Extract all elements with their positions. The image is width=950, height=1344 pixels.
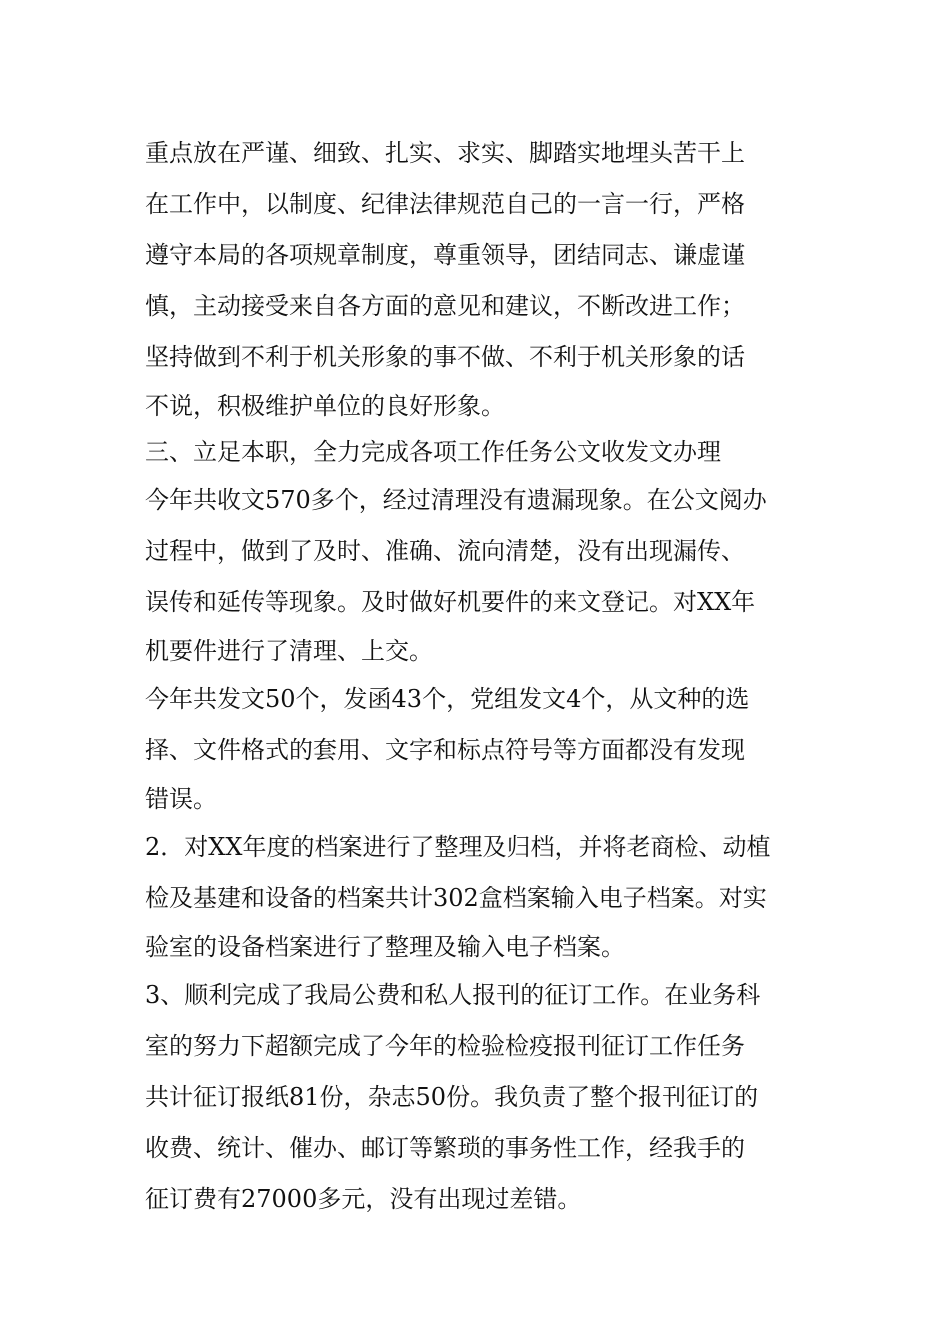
text-line: 择、文件格式的套用、文字和标点符号等方面都没有发现	[145, 736, 745, 764]
text-line: 验室的设备档案进行了整理及输入电子档案。	[145, 933, 625, 961]
text-line: 室的努力下超额完成了今年的检验检疫报刊征订工作任务	[145, 1032, 745, 1060]
text-line: 3、顺利完成了我局公费和私人报刊的征订工作。在业务科	[145, 981, 761, 1009]
text-line: 今年共发文50个，发函43个，党组发文4个，从文种的选	[145, 685, 750, 713]
text-line: 机要件进行了清理、上交。	[145, 637, 433, 665]
text-line: 检及基建和设备的档案共计302盒档案输入电子档案。对实	[145, 884, 767, 912]
text-line: 错误。	[145, 785, 217, 813]
text-line: 重点放在严谨、细致、扎实、求实、脚踏实地埋头苦干上	[145, 139, 745, 167]
text-line: 遵守本局的各项规章制度，尊重领导，团结同志、谦虚谨	[145, 241, 745, 269]
text-line: 2．对XX年度的档案进行了整理及归档，并将老商检、动植	[145, 833, 771, 861]
text-line: 误传和延传等现象。及时做好机要件的来文登记。对XX年	[145, 588, 756, 616]
text-line: 慎，主动接受来自各方面的意见和建议，不断改进工作；	[145, 292, 745, 320]
text-line: 共计征订报纸81份，杂志50份。我负责了整个报刊征订的	[145, 1083, 759, 1111]
text-line: 过程中，做到了及时、准确、流向清楚，没有出现漏传、	[145, 537, 745, 565]
text-line: 不说，积极维护单位的良好形象。	[145, 392, 505, 420]
text-line: 坚持做到不利于机关形象的事不做、不利于机关形象的话	[145, 343, 745, 371]
text-line: 收费、统计、催办、邮订等繁琐的事务性工作，经我手的	[145, 1134, 745, 1162]
text-line: 今年共收文570多个，经过清理没有遗漏现象。在公文阅办	[145, 486, 767, 514]
text-line: 在工作中，以制度、纪律法律规范自己的一言一行，严格	[145, 190, 745, 218]
section-heading: 三、立足本职，全力完成各项工作任务公文收发文办理	[145, 438, 721, 466]
text-line: 征订费有27000多元，没有出现过差错。	[145, 1185, 582, 1213]
document-body	[145, 128, 815, 1225]
